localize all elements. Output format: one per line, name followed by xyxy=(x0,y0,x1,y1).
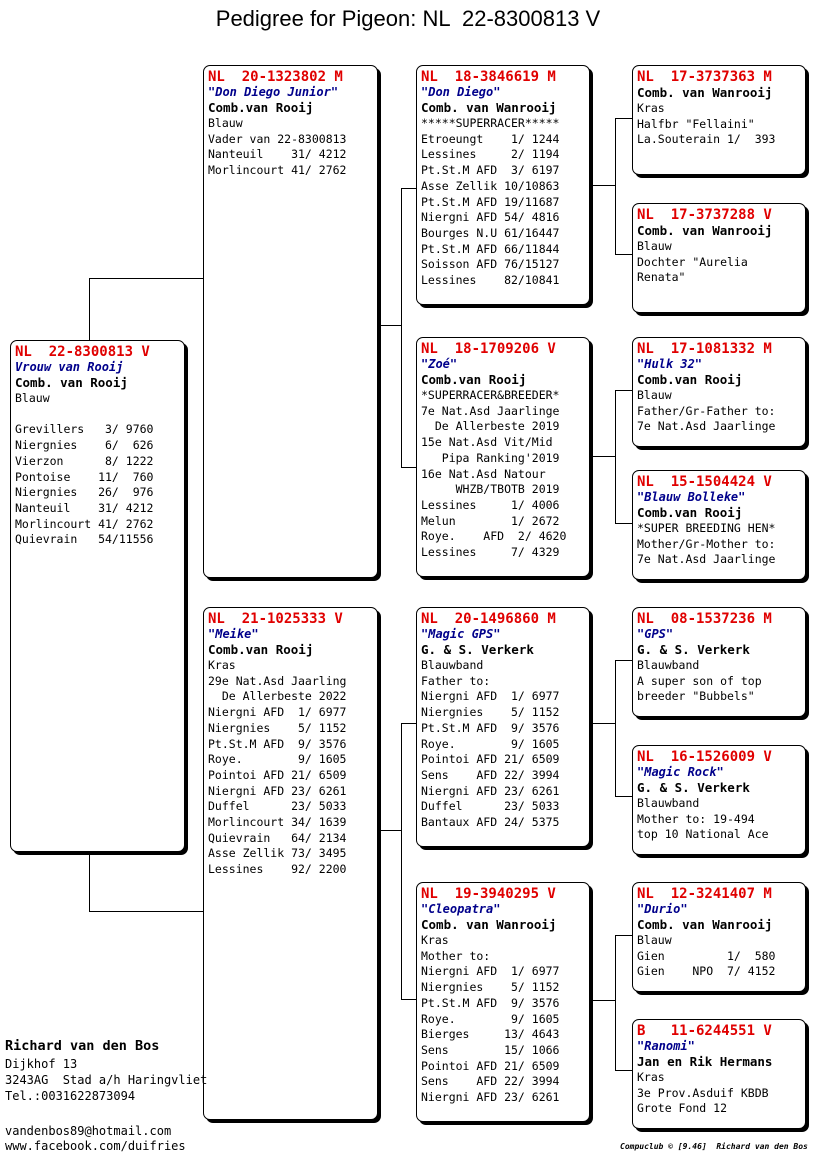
connector-sire-children-v xyxy=(401,188,402,468)
owner-name: Comb. van Wanrooij xyxy=(637,917,773,932)
pigeon-name: "Meike" xyxy=(208,627,259,641)
info-lines xyxy=(421,933,586,1106)
info-line: Niergnies 5/ 1152 xyxy=(421,980,560,995)
ring-number: NL 18-1709206 V xyxy=(421,341,556,357)
info-line: Gien 1/ 580 xyxy=(637,948,776,963)
info-line: Father/Gr-Father to: xyxy=(637,403,776,418)
info-lines xyxy=(637,521,802,568)
ring-number: NL 18-3846619 M xyxy=(421,69,556,85)
ring-number: NL 22-8300813 V xyxy=(15,344,150,360)
pigeon-card-sire-dam[interactable] xyxy=(416,337,590,577)
info-lines xyxy=(637,658,802,705)
info-line: Gien NPO 7/ 4152 xyxy=(637,964,776,979)
pigeon-card-dsd[interactable] xyxy=(632,745,806,855)
info-line: Pt.St.M AFD 3/ 6197 xyxy=(421,163,560,178)
pigeon-card-dam-sire[interactable] xyxy=(416,607,590,847)
pigeon-name: "Hulk 32" xyxy=(637,357,703,371)
info-line: Bantaux AFD 24/ 5375 xyxy=(421,815,560,830)
info-line: Kras xyxy=(208,658,236,672)
connector-ds-dsd-h xyxy=(615,796,633,797)
info-line: Lessines 7/ 4329 xyxy=(421,545,560,560)
pigeon-card-sss[interactable] xyxy=(632,65,806,175)
info-line: Grevillers 3/ 9760 xyxy=(15,422,154,437)
info-line: Melun 1/ 2672 xyxy=(421,513,560,528)
info-line: Father to: xyxy=(421,673,491,688)
pigeon-name: "Don Diego Junior" xyxy=(208,85,339,99)
info-line: Sens 15/ 1066 xyxy=(421,1042,560,1057)
info-line: Kras xyxy=(421,933,449,947)
info-line: Quievrain 54/11556 xyxy=(15,532,154,547)
ring-number: NL 16-1526009 V xyxy=(637,749,772,765)
pigeon-card-ssd[interactable] xyxy=(632,203,806,313)
info-line: Niergni AFD 1/ 6977 xyxy=(421,964,560,979)
info-line: 16e Nat.Asd Natour xyxy=(421,466,546,481)
info-line: WHZB/TBOTB 2019 xyxy=(421,482,560,497)
breeder-contact xyxy=(5,1124,186,1154)
info-line: A super son of top xyxy=(637,673,762,688)
connector-ss-children-h xyxy=(593,185,615,186)
pigeon-card-dds[interactable] xyxy=(632,882,806,992)
connector-ds-children-v xyxy=(615,660,616,797)
info-line: Asse Zellik 73/ 3495 xyxy=(208,846,347,861)
ring-number: NL 21-1025333 V xyxy=(208,611,343,627)
info-line: Niergnies 5/ 1152 xyxy=(208,720,347,735)
info-line: Pt.St.M AFD 66/11844 xyxy=(421,241,560,256)
ring-number: NL 08-1537236 M xyxy=(637,611,772,627)
ring-number: NL 17-3737288 V xyxy=(637,207,772,223)
info-line: 29e Nat.Asd Jaarling xyxy=(208,673,347,688)
connector-subject-sire-v xyxy=(89,278,90,340)
info-line: Dochter "Aurelia xyxy=(637,254,748,269)
connector-ss-sss-h xyxy=(615,118,633,119)
connector-dd-ddd-h xyxy=(615,1070,633,1071)
owner-name: Comb. van Wanrooij xyxy=(421,917,557,932)
info-line: Morlincourt 41/ 2762 xyxy=(15,516,154,531)
info-line: 15e Nat.Asd Vit/Mid xyxy=(421,435,553,450)
pigeon-card-subject[interactable] xyxy=(10,340,185,852)
info-line: Niergnies 6/ 626 xyxy=(15,438,154,453)
pigeon-card-ddd[interactable] xyxy=(632,1019,806,1129)
info-line: Roye. 9/ 1605 xyxy=(208,752,347,767)
owner-name: Comb.van Rooij xyxy=(208,642,314,657)
info-line: De Allerbeste 2019 xyxy=(421,419,560,434)
pigeon-name: "Cleopatra" xyxy=(421,902,501,916)
pigeon-card-sdd[interactable] xyxy=(632,470,806,580)
info-line: Kras xyxy=(637,101,665,115)
breeder-address-line1: Dijkhof 13 xyxy=(5,1057,78,1071)
connector-subject-sire-h xyxy=(89,278,204,279)
info-line: Bourges N.U 61/16447 xyxy=(421,225,560,240)
info-line: Blauw xyxy=(15,391,50,405)
info-line: La.Souterain 1/ 393 xyxy=(637,132,776,147)
pigeon-name: "Magic GPS" xyxy=(421,627,501,641)
info-line: *SUPER BREEDING HEN* xyxy=(637,521,776,535)
owner-name: Comb. van Rooij xyxy=(15,375,128,390)
info-line: Blauw xyxy=(208,116,243,130)
info-line: Sens AFD 22/ 3994 xyxy=(421,1074,560,1089)
connector-subject-dam-v xyxy=(89,852,90,912)
ring-number: NL 12-3241407 M xyxy=(637,886,772,902)
info-lines xyxy=(637,101,802,148)
pigeon-name: "Magic Rock" xyxy=(637,765,724,779)
pigeon-name: "Durio" xyxy=(637,902,688,916)
info-lines xyxy=(421,388,586,561)
info-line: Mother to: xyxy=(421,948,491,963)
info-line: Pipa Ranking'2019 xyxy=(421,450,560,465)
info-line: Lessines 82/10841 xyxy=(421,273,560,288)
connector-ss-children-v xyxy=(615,118,616,255)
pigeon-card-sire[interactable] xyxy=(203,65,378,578)
ring-number: NL 17-3737363 M xyxy=(637,69,772,85)
info-line: Pointoi AFD 21/ 6509 xyxy=(421,752,560,767)
connector-sire-ss-h xyxy=(401,188,417,189)
info-line: Niergni AFD 23/ 6261 xyxy=(421,783,560,798)
info-line xyxy=(15,407,181,423)
info-lines xyxy=(637,239,802,286)
pigeon-name: "Don Diego" xyxy=(421,85,501,99)
connector-ds-dss-h xyxy=(615,660,633,661)
info-lines xyxy=(421,116,586,289)
breeder-info xyxy=(5,1036,207,1104)
info-line: Niergni AFD 1/ 6977 xyxy=(421,689,560,704)
connector-sd-children-v xyxy=(615,390,616,524)
info-line: Soisson AFD 76/15127 xyxy=(421,257,560,272)
connector-sd-sdd-h xyxy=(615,523,633,524)
info-line: 7e Nat.Asd Jaarlinge xyxy=(637,419,776,434)
connector-dam-children-v xyxy=(401,723,402,1000)
pigeon-name: Vrouw van Rooij xyxy=(15,360,124,374)
info-line: *SUPERRACER&BREEDER* xyxy=(421,388,560,402)
owner-name: Jan en Rik Hermans xyxy=(637,1054,773,1069)
info-line: Pt.St.M AFD 9/ 3576 xyxy=(421,720,560,735)
info-line: Niergnies 26/ 976 xyxy=(15,485,154,500)
info-line: Duffel 23/ 5033 xyxy=(421,799,560,814)
owner-name: G. & S. Verkerk xyxy=(421,642,534,657)
breeder-name: Richard van den Bos xyxy=(5,1038,160,1054)
info-line: Vierzon 8/ 1222 xyxy=(15,453,154,468)
info-line: Roye. 9/ 1605 xyxy=(421,1011,560,1026)
owner-name: Comb.van Rooij xyxy=(637,372,743,387)
info-line: Asse Zellik 10/10863 xyxy=(421,178,560,193)
ring-number: NL 20-1323802 M xyxy=(208,69,343,85)
connector-sire-sd-h xyxy=(401,467,417,468)
ring-number: NL 19-3940295 V xyxy=(421,886,556,902)
info-lines xyxy=(208,116,374,179)
connector-ds-children-h xyxy=(593,723,615,724)
info-line: Blauwband xyxy=(637,658,700,672)
info-line: 7e Nat.Asd Jaarlinge xyxy=(637,552,776,567)
connector-sd-children-h xyxy=(593,456,615,457)
page-title: Pedigree for Pigeon: NL 22-8300813 V xyxy=(215,6,601,31)
info-line: Sens AFD 22/ 3994 xyxy=(421,767,560,782)
info-line: Niergni AFD 23/ 6261 xyxy=(208,783,347,798)
connector-sd-sds-h xyxy=(615,390,633,391)
info-line: Pt.St.M AFD 19/11687 xyxy=(421,194,560,209)
connector-dam-dd-h xyxy=(401,999,417,1000)
info-lines xyxy=(637,796,802,843)
info-line: Niergni AFD 1/ 6977 xyxy=(208,705,347,720)
pigeon-card-sds[interactable] xyxy=(632,337,806,447)
connector-dd-children-v xyxy=(615,935,616,1071)
owner-name: Comb.van Rooij xyxy=(637,505,743,520)
owner-name: Comb. van Wanrooij xyxy=(637,223,773,238)
info-line: Lessines 1/ 4006 xyxy=(421,497,560,512)
breeder-website[interactable]: www.facebook.com/duifries xyxy=(5,1139,186,1153)
connector-sire-children-h xyxy=(381,325,401,326)
connector-subject-dam-h xyxy=(89,911,204,912)
owner-name: Comb.van Rooij xyxy=(208,100,314,115)
info-line: Etroeungt 1/ 1244 xyxy=(421,131,560,146)
info-line: De Allerbeste 2022 xyxy=(208,689,347,704)
pigeon-card-dss[interactable] xyxy=(632,607,806,717)
info-line: Morlincourt 41/ 2762 xyxy=(208,163,347,178)
info-line: Blauw xyxy=(637,239,672,253)
owner-name: Comb.van Rooij xyxy=(421,372,527,387)
info-line: Renata" xyxy=(637,270,686,285)
owner-name: G. & S. Verkerk xyxy=(637,780,750,795)
info-line: Bierges 13/ 4643 xyxy=(421,1027,560,1042)
info-line: Duffel 23/ 5033 xyxy=(208,799,347,814)
breeder-phone: Tel.:0031622873094 xyxy=(5,1089,136,1103)
info-line: breeder "Bubbels" xyxy=(637,689,755,704)
info-line: Pt.St.M AFD 9/ 3576 xyxy=(208,736,347,751)
info-line: Quievrain 64/ 2134 xyxy=(208,830,347,845)
info-line: *****SUPERRACER***** xyxy=(421,116,560,130)
info-lines xyxy=(15,391,181,548)
info-line: Blauw xyxy=(637,933,672,947)
info-line: Roye. AFD 2/ 4620 xyxy=(421,529,567,544)
info-line: Pointoi AFD 21/ 6509 xyxy=(421,1058,560,1073)
info-line: Niergni AFD 23/ 6261 xyxy=(421,1090,560,1105)
info-line: Niergni AFD 54/ 4816 xyxy=(421,210,560,225)
owner-name: Comb. van Wanrooij xyxy=(637,85,773,100)
info-line: Lessines 92/ 2200 xyxy=(208,862,347,877)
pigeon-card-dam[interactable] xyxy=(203,607,378,1120)
connector-dd-children-h xyxy=(593,1000,615,1001)
pigeon-name: "Zoé" xyxy=(421,357,458,371)
connector-dd-dds-h xyxy=(615,935,633,936)
info-line: Vader van 22-8300813 xyxy=(208,131,347,146)
info-line: Blauwband xyxy=(421,658,484,672)
connector-dam-ds-h xyxy=(401,723,417,724)
info-line: Pontoise 11/ 760 xyxy=(15,469,154,484)
pigeon-name: "Blauw Bolleke" xyxy=(637,490,746,504)
ring-number: NL 17-1081332 M xyxy=(637,341,772,357)
info-line: Grote Fond 12 xyxy=(637,1101,728,1116)
info-line: Halfbr "Fellaini" xyxy=(637,116,755,131)
info-line: Roye. 9/ 1605 xyxy=(421,736,560,751)
ring-number: NL 15-1504424 V xyxy=(637,474,772,490)
info-line: Lessines 2/ 1194 xyxy=(421,147,560,162)
info-lines xyxy=(637,933,802,980)
info-lines xyxy=(208,658,374,878)
connector-dam-children-h xyxy=(381,830,401,831)
info-lines xyxy=(421,658,586,831)
info-lines xyxy=(637,388,802,435)
pigeon-name: "Ranomi" xyxy=(637,1039,695,1053)
ring-number: B 11-6244551 V xyxy=(637,1023,772,1039)
breeder-email[interactable]: vandenbos89@hotmail.com xyxy=(5,1124,172,1138)
info-line: Blauw xyxy=(637,388,672,402)
info-line: 7e Nat.Asd Jaarlinge xyxy=(421,403,560,418)
info-line: Blauwband xyxy=(637,796,700,810)
breeder-address-line2: 3243AG Stad a/h Haringvliet xyxy=(5,1073,208,1087)
owner-name: G. & S. Verkerk xyxy=(637,642,750,657)
info-line: Kras xyxy=(637,1070,665,1084)
info-line: Nanteuil 31/ 4212 xyxy=(15,500,154,515)
info-line: Niergnies 5/ 1152 xyxy=(421,705,560,720)
ring-number: NL 20-1496860 M xyxy=(421,611,556,627)
info-lines xyxy=(637,1070,802,1117)
connector-ss-ssd-h xyxy=(615,254,633,255)
pigeon-card-dam-dam[interactable] xyxy=(416,882,590,1122)
info-line: Pointoi AFD 21/ 6509 xyxy=(208,767,347,782)
info-line: Morlincourt 34/ 1639 xyxy=(208,815,347,830)
info-line: 3e Prov.Asduif KBDB xyxy=(637,1085,769,1100)
info-line: Pt.St.M AFD 9/ 3576 xyxy=(421,995,560,1010)
info-line: top 10 National Ace xyxy=(637,827,769,842)
info-line: Mother to: 19-494 xyxy=(637,811,755,826)
pigeon-card-sire-sire[interactable] xyxy=(416,65,590,305)
info-line: Mother/Gr-Mother to: xyxy=(637,536,776,551)
info-line: Nanteuil 31/ 4212 xyxy=(208,147,347,162)
owner-name: Comb. van Wanrooij xyxy=(421,100,557,115)
pigeon-name: "GPS" xyxy=(637,627,674,641)
software-credit: Compuclub © [9.46] Richard van den Bos xyxy=(620,1142,808,1151)
